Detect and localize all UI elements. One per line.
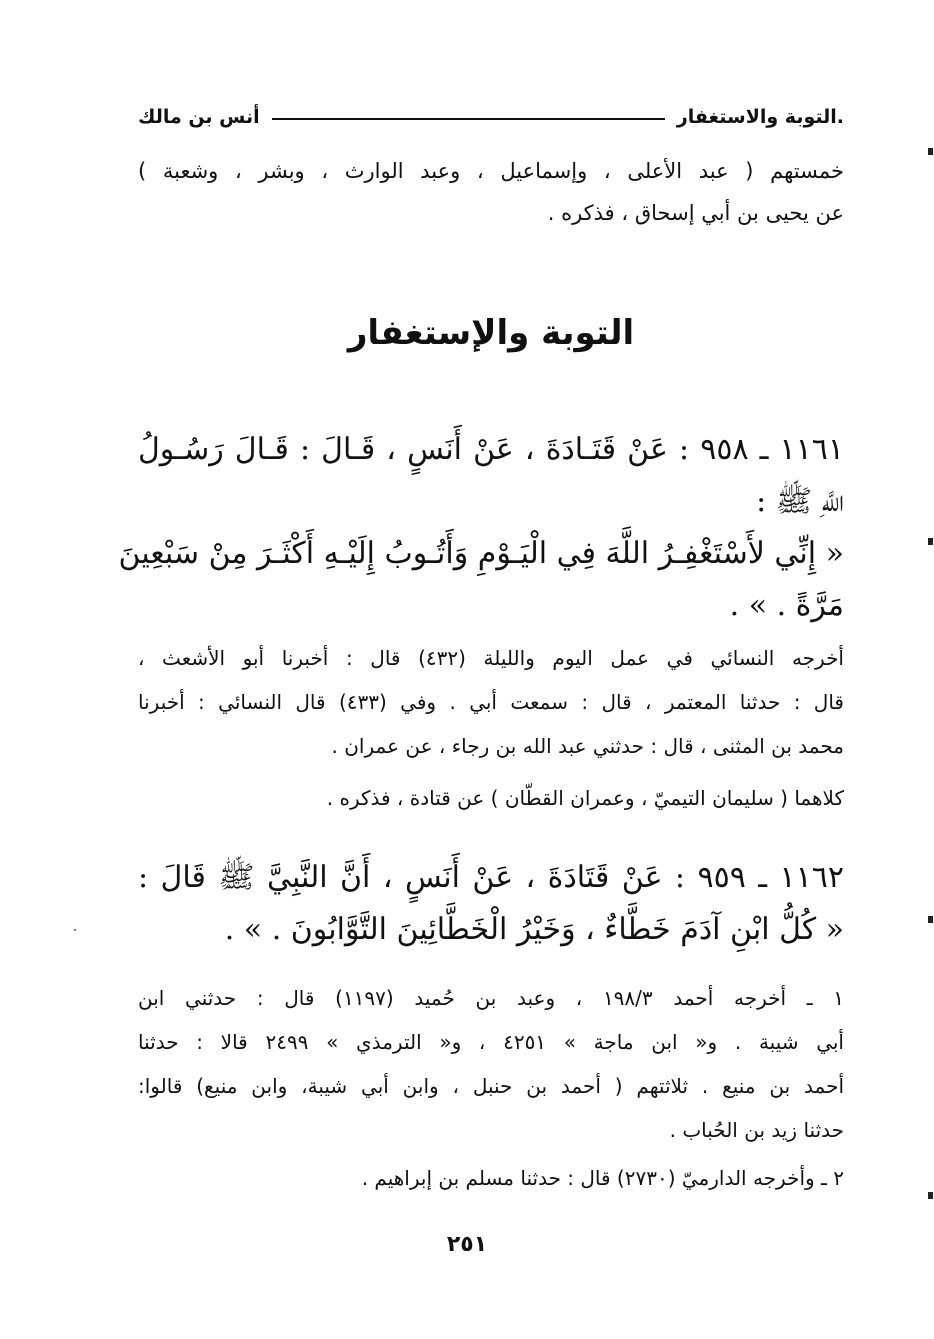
- continuation-text: [138, 150, 844, 234]
- text-line: خمستهم ( عبد الأعلى ، وإسماعيل ، وعبد الوارث ، وبشر ، وشعبة ): [138, 159, 844, 183]
- footnote-line: أبي شيبة . و« ابن ماجة » ٤٢٥١ ، و« الترمذي » ٢٤٩٩ قالا : حدثنا: [138, 1030, 844, 1054]
- takhrij-1161-summary: [138, 776, 844, 820]
- note-line: محمد بن المثنى ، قال : حدثني عبد الله بن رجاء ، عن عمران .: [331, 734, 844, 758]
- footnote-1: [138, 976, 844, 1152]
- scan-mark: [928, 1192, 933, 1199]
- note-line: أخرجه النسائي في عمل اليوم والليلة (٤٣٢) قال : أخبرنا أبو الأشعث ،: [138, 646, 844, 670]
- page-number: ٢٥١: [446, 1232, 488, 1257]
- hadith-line: اللَّهِ ﷺ :: [756, 484, 844, 519]
- note-line: كلاهما ( سليمان التيميّ ، وعمران القطّان ) عن قتادة ، فذكره .: [326, 786, 844, 810]
- hadith-line: ١١٦٢ ـ ٩٥٩ : عَنْ قَتَادَةَ ، عَنْ أَنَسٍ ، أَنَّ النَّبِيَّ ﷺ قَالَ :: [138, 860, 844, 895]
- scan-mark: [928, 916, 933, 923]
- takhrij-1161: [138, 636, 844, 768]
- section-heading: التوبة والإستغفار: [347, 313, 635, 353]
- footnote-line: ٢ ـ وأخرجه الدارميّ (٢٧٣٠) قال : حدثنا مسلم بن إبراهيم .: [361, 1166, 844, 1190]
- hadith-line: مَرَّةً . » .: [729, 588, 844, 623]
- hadith-line: « كُلُّ ابْنِ آدَمَ خَطَّاءٌ ، وَخَيْرُ الْخَطَّائِينَ التَّوَّابُونَ . » .: [224, 912, 844, 947]
- footnote-line: حدثنا زيد بن الحُباب .: [669, 1118, 844, 1142]
- header-rule: [272, 118, 665, 120]
- scan-mark: [928, 538, 933, 545]
- footnote-line: ١ ـ أخرجه أحمد ١٩٨/٣ ، وعبد بن حُميد (١١٩٧) قال : حدثني ابن: [138, 986, 845, 1010]
- footnote-line: أحمد بن منيع . ثلاثتهم ( أحمد بن حنبل ، وابن أبي شيبة، وابن منيع) قالوا:: [138, 1074, 844, 1098]
- running-header: [138, 100, 844, 134]
- scan-speck: [74, 929, 76, 931]
- hadith-1162: [138, 852, 844, 956]
- header-chapter-title: .التوبة والاستغفار: [676, 106, 844, 128]
- text-line: عن يحيى بن أبي إسحاق ، فذكره .: [547, 201, 844, 225]
- hadith-1161: [118, 424, 844, 632]
- header-companion-name: أنس بن مالك: [138, 106, 260, 128]
- footnote-2: [138, 1156, 844, 1200]
- note-line: قال : حدثنا المعتمر ، قال : سمعت أبي . وفي (٤٣٣) قال النسائي : أخبرنا: [138, 690, 844, 714]
- hadith-line: « إِنِّي لأَسْتَغْفِـرُ اللَّهَ فِي الْيَـوْمِ وَأَتُـوبُ إِلَيْـهِ أَكْثَـرَ مِنْ سَبْعِينَ: [118, 536, 844, 571]
- scan-mark: [928, 148, 933, 155]
- hadith-line: ١١٦١ ـ ٩٥٨ : عَنْ قَتَـادَةَ ، عَنْ أَنَسٍ ، قَـالَ : قَـالَ رَسُـولُ: [138, 432, 844, 467]
